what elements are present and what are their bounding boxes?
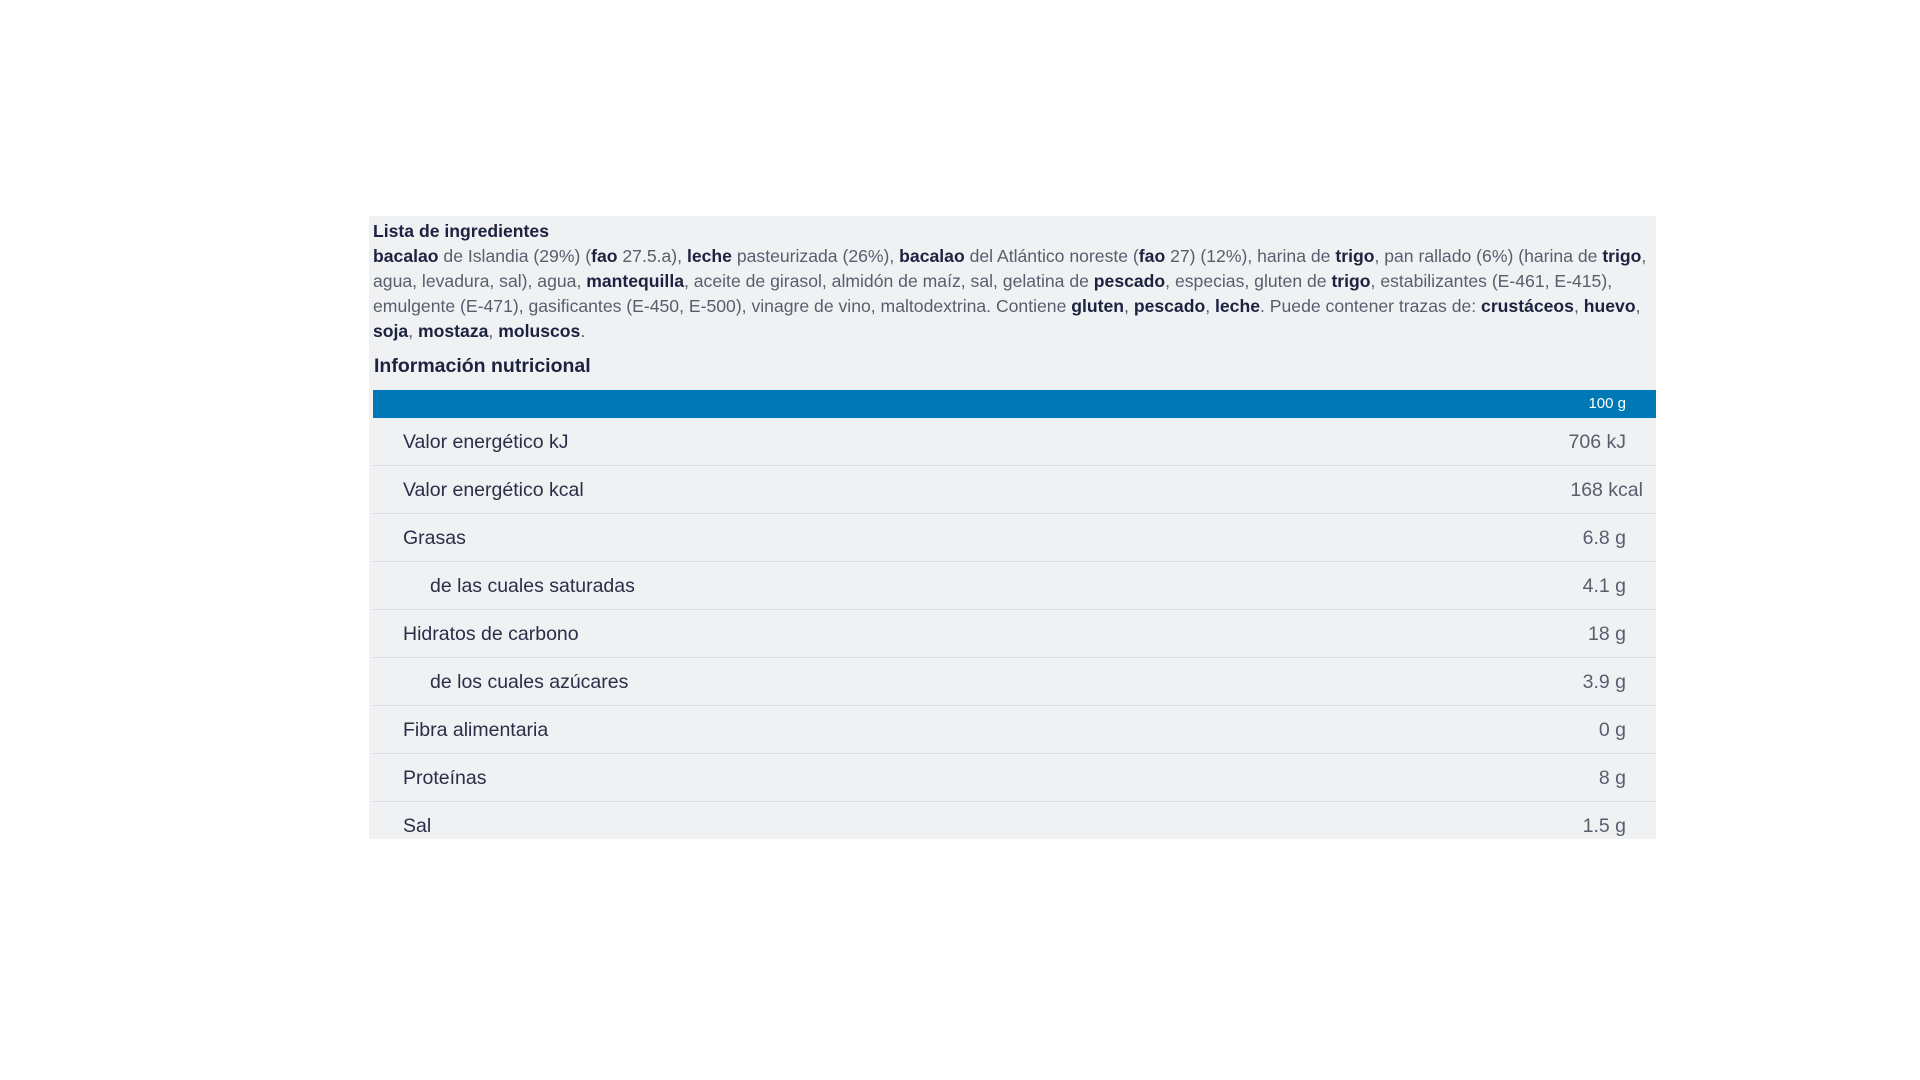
column-header-100g: 100 g: [1588, 395, 1626, 412]
ingredients-section: [369, 216, 1656, 344]
ingredient-text-segment: 27) (12%), harina de: [1165, 246, 1336, 266]
ingredient-text-segment: , aceite de girasol, almidón de maíz, sal, gelatina de: [684, 271, 1094, 291]
nutrient-value: 18 g: [1588, 623, 1626, 645]
nutrient-value: 3.9 g: [1582, 671, 1626, 693]
ingredient-text-segment: ,: [1635, 296, 1641, 316]
allergen-highlight: soja: [373, 321, 409, 341]
table-row: [373, 562, 1656, 610]
ingredient-text-segment: ,: [488, 321, 499, 341]
nutrient-value: 4.1 g: [1582, 575, 1626, 597]
table-row: [373, 802, 1656, 839]
ingredient-text-segment: 27.5.a),: [617, 246, 687, 266]
table-row: [373, 754, 1656, 802]
nutrient-value: 168 kcal: [1570, 479, 1643, 501]
ingredient-text-segment: del Atlántico noreste (: [964, 246, 1139, 266]
nutrition-table: [373, 390, 1656, 839]
ingredient-text-segment: , especias, gluten de: [1165, 271, 1332, 291]
allergen-highlight: trigo: [1335, 246, 1375, 266]
ingredients-heading: Lista de ingredientes: [373, 221, 549, 241]
allergen-highlight: trigo: [1602, 246, 1642, 266]
ingredient-text-segment: de Islandia (29%) (: [438, 246, 592, 266]
allergen-highlight: leche: [686, 246, 732, 266]
allergen-highlight: trigo: [1331, 271, 1371, 291]
nutrition-rows: [373, 418, 1656, 839]
nutrient-value: 8 g: [1598, 767, 1626, 789]
ingredient-text-segment: pasteurizada (26%),: [731, 246, 900, 266]
table-row: [373, 610, 1656, 658]
nutrient-value: 1.5 g: [1582, 815, 1626, 837]
allergen-highlight: leche: [1215, 296, 1260, 316]
allergen-highlight: moluscos: [498, 321, 581, 341]
nutrient-label: Grasas: [403, 527, 466, 549]
allergen-highlight: pescado: [1133, 296, 1206, 316]
allergen-highlight: mostaza: [418, 321, 489, 341]
table-row: [373, 514, 1656, 562]
nutrient-label: de los cuales azúcares: [430, 671, 629, 693]
allergen-highlight: pescado: [1093, 271, 1166, 291]
nutrient-label: Sal: [403, 815, 432, 837]
ingredient-text-segment: ,: [1205, 296, 1215, 316]
nutrition-table-header: [373, 390, 1656, 418]
nutrient-value: 706 kJ: [1568, 431, 1626, 453]
allergen-highlight: mantequilla: [586, 271, 684, 291]
nutrient-value: 0 g: [1598, 719, 1626, 741]
allergen-highlight: fao: [1138, 246, 1166, 266]
ingredient-text-segment: ,: [1573, 296, 1584, 316]
ingredient-text-segment: ,: [1124, 296, 1134, 316]
ingredient-text-segment: , agua, levadura, sal), agua,: [373, 246, 1647, 291]
allergen-highlight: bacalao: [899, 246, 965, 266]
allergen-highlight: gluten: [1071, 296, 1125, 316]
product-info-panel: [369, 216, 1656, 839]
allergen-highlight: crustáceos: [1481, 296, 1574, 316]
ingredient-text-segment: .: [580, 321, 586, 341]
ingredient-text-segment: , pan rallado (6%) (harina de: [1374, 246, 1603, 266]
nutrition-title: Información nutricional: [374, 355, 591, 377]
table-row: [373, 658, 1656, 706]
nutrient-label: de las cuales saturadas: [430, 575, 635, 597]
ingredient-text-segment: . Puede contener trazas de:: [1260, 296, 1482, 316]
nutrient-value: 6.8 g: [1582, 527, 1626, 549]
nutrient-label: Fibra alimentaria: [403, 719, 549, 741]
nutrient-label: Hidratos de carbono: [403, 623, 579, 645]
table-row: [373, 466, 1656, 514]
table-row: [373, 418, 1656, 466]
ingredients-text: [373, 246, 1646, 341]
allergen-highlight: huevo: [1583, 296, 1636, 316]
nutrient-label: Valor energético kJ: [403, 431, 569, 453]
ingredient-text-segment: , estabilizantes (E-461, E-415), emulgente (E-471), gasificantes (E-450, E-500), vinagre de vino, maltodextrina. Contiene: [373, 271, 1613, 316]
allergen-highlight: fao: [591, 246, 618, 266]
table-row: [373, 706, 1656, 754]
ingredient-text-segment: ,: [408, 321, 418, 341]
nutrient-label: Valor energético kcal: [403, 479, 584, 501]
nutrient-label: Proteínas: [403, 767, 487, 789]
allergen-highlight: bacalao: [373, 246, 439, 266]
